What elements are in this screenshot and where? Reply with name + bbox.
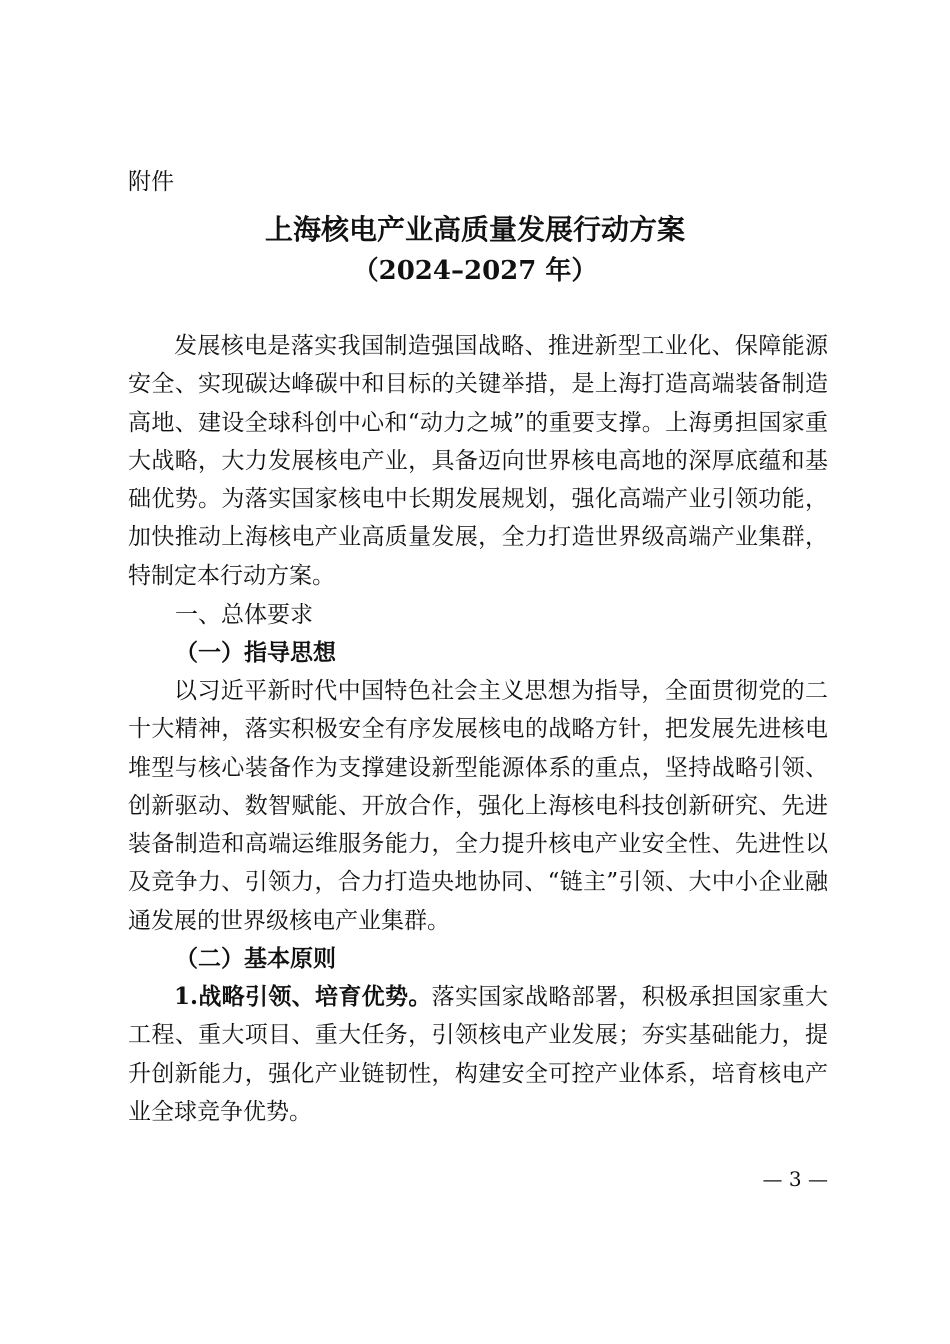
- page-number: — 3 —: [762, 1167, 828, 1191]
- attachment-label: 附件: [128, 169, 174, 195]
- subsection-heading-basic-principles: （二）基本原则: [175, 945, 336, 972]
- subsection-heading-guiding-ideology: （一）指导思想: [175, 639, 336, 666]
- principle-1-paragraph: [128, 978, 828, 1131]
- principle-1-lead: 1.战略引领、培育优势。: [174, 983, 432, 1010]
- intro-paragraph: 发展核电是落实我国制造强国战略、推进新型工业化、保障能源安全、实现碳达峰碳中和目标的关键举措，是上海打造高端装备制造高地、建设全球科创中心和“动力之城”的重要支撑。上海勇担国家重大战略，大力发展核电产业，具备迈向世界核电高地的深厚底蕴和基础优势。为落实国家核电中长期发展规划，强化高端产业引领功能，加快推动上海核电产业高质量发展，全力打造世界级高端产业集群，特制定本行动方案。: [128, 333, 828, 589]
- document-subtitle: （2024–2027 年）: [352, 256, 598, 286]
- guiding-ideology-paragraph: 以习近平新时代中国特色社会主义思想为指导，全面贯彻党的二十大精神，落实积极安全有序发展核电的战略方针，把发展先进核电堆型与核心装备作为支撑建设新型能源体系的重点，坚持战略引领、创新驱动、数智赋能、开放合作，强化上海核电科技创新研究、先进装备制造和高端运维服务能力，全力提升核电产业安全性、先进性以及竞争力、引领力，合力打造央地协同、“链主”引领、大中小企业融通发展的世界级核电产业集群。: [128, 678, 828, 934]
- section-heading-general-requirements: 一、总体要求: [175, 602, 313, 628]
- document-title: 上海核电产业高质量发展行动方案: [264, 213, 685, 246]
- principle-1-text: 落实国家战略部署，积极承担国家重大工程、重大项目、重大任务，引领核电产业发展；夯实基础能力，提升创新能力，强化产业链韧性，构建安全可控产业体系，培育核电产业全球竞争优势。: [128, 984, 828, 1125]
